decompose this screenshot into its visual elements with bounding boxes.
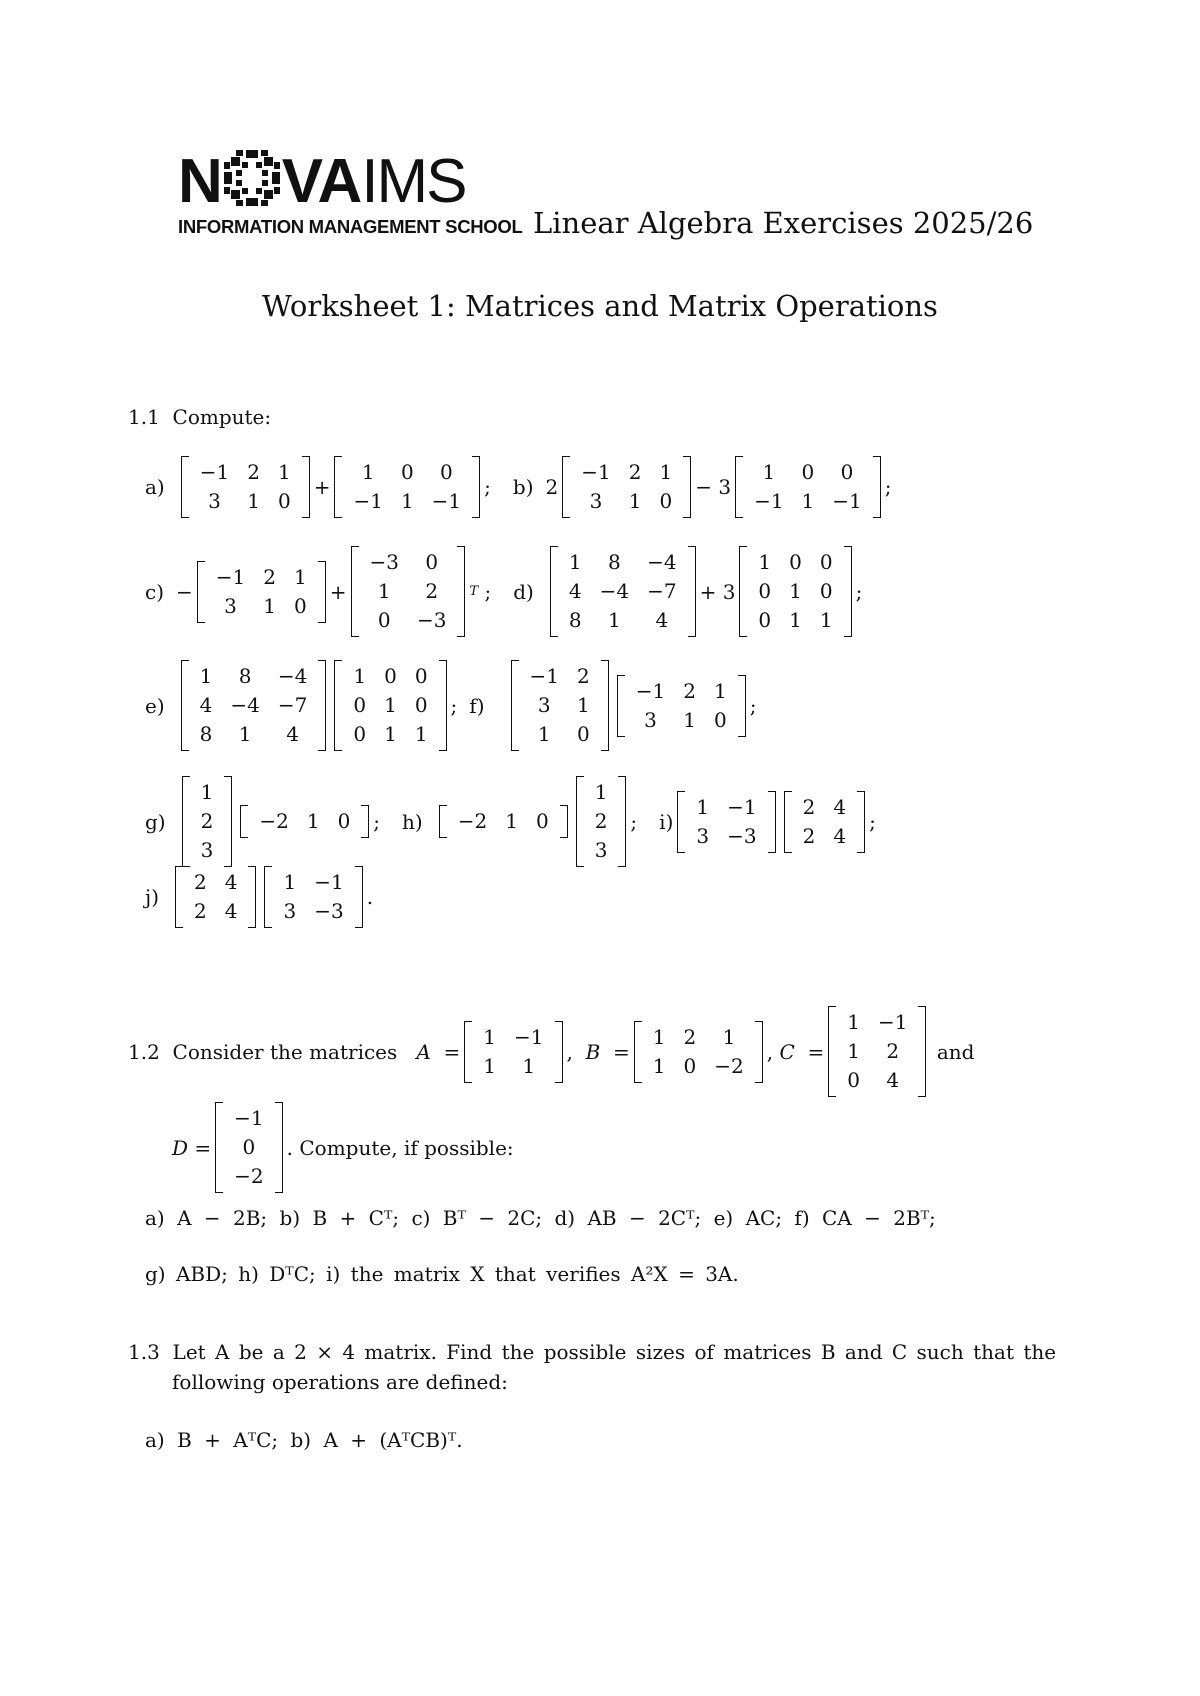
right-bracket (755, 1021, 763, 1083)
matrix-entry: 0 (713, 707, 727, 732)
matrix (439, 805, 568, 838)
left-bracket (562, 456, 570, 518)
matrix (576, 776, 627, 867)
exercise-intro: Consider the matrices (172, 1039, 398, 1064)
right-bracket (844, 546, 852, 637)
exercise-intro: Compute: (172, 405, 272, 429)
label-i: i) (659, 809, 674, 834)
right-bracket (683, 456, 691, 518)
right-bracket (560, 805, 568, 838)
matrix-entry: 1 (568, 550, 582, 574)
matrix-entry: −3 (416, 608, 447, 632)
matrix-entry: −4 (647, 550, 677, 574)
left-bracket (617, 675, 625, 737)
exercise-number: 1.2 (128, 1039, 160, 1064)
matrix-entry: 8 (199, 722, 213, 746)
matrix (240, 805, 369, 838)
matrix (735, 456, 881, 518)
exercise-1-1-heading (128, 405, 271, 429)
right-bracket (439, 660, 447, 751)
left-bracket (264, 866, 272, 928)
matrix-entry: 8 (607, 550, 621, 574)
matrix-entry: −1 (635, 678, 666, 703)
right-bracket (873, 456, 881, 518)
matrix-entries (250, 807, 359, 836)
matrix-entry: 1 (483, 1024, 497, 1049)
exercise-1-3-line1 (128, 1340, 1056, 1364)
right-bracket (738, 675, 746, 737)
matrix-entry: 1 (537, 722, 551, 746)
matrix-entry: 1 (789, 579, 802, 603)
matrix-entry: 8 (568, 608, 582, 632)
matrix-entries (521, 662, 599, 749)
exercise-number: 1.1 (128, 405, 160, 429)
exercise-1-2-line1: 1.2 Consider the matrices A = 1 −1 1 1 , B = 1 2 1 1 0 −2 , C = 1 −1 1 2 0 4 and (128, 1006, 974, 1097)
matrix-c (828, 1006, 926, 1097)
matrix-entry: 1 (652, 1053, 666, 1078)
matrix-entry: 4 (833, 823, 847, 848)
matrix-entries (560, 548, 686, 635)
left-bracket (550, 546, 558, 637)
matrix-entry: 3 (208, 489, 221, 513)
matrix (351, 546, 466, 637)
matrix-entry: 2 (425, 579, 439, 603)
matrix-entry: 1 (483, 1053, 497, 1078)
left-bracket (464, 1021, 472, 1083)
matrix-entry: 1 (505, 809, 518, 833)
matrix-entries (838, 1008, 916, 1095)
left-bracket (677, 791, 685, 853)
matrix-entry: 2 (263, 564, 276, 589)
matrix-entry: 0 (414, 664, 428, 688)
matrix-entries (191, 662, 317, 749)
exercise-1-2-items-2 (145, 1262, 739, 1286)
left-bracket (334, 660, 342, 751)
matrix-entry: 1 (659, 460, 673, 484)
matrix-entry: 4 (286, 722, 299, 746)
label-b: b) (512, 475, 534, 499)
matrix-entries (225, 1104, 272, 1191)
matrix-entry: 1 (277, 460, 291, 484)
matrix-entry: 0 (683, 1053, 697, 1078)
matrix-entry: −1 (314, 870, 344, 894)
matrix-entry: −2 (457, 809, 488, 833)
label-f: f) (469, 693, 485, 718)
exercise-1-3-line2 (172, 1370, 508, 1394)
matrix-entry: 8 (238, 664, 252, 688)
matrix-entries (191, 458, 300, 516)
matrix-entry: 0 (414, 693, 428, 717)
matrix-entry: 0 (577, 722, 590, 746)
matrix-entry: 4 (224, 899, 238, 923)
matrix-entry: 1 (713, 678, 727, 703)
matrix-entries (586, 778, 617, 865)
left-bracket (735, 456, 743, 518)
matrix-entry: 0 (337, 809, 351, 833)
matrix-entry: 2 (886, 1039, 900, 1063)
matrix-entry: 1 (199, 664, 213, 688)
left-bracket (215, 1102, 223, 1193)
matrix-entry: 1 (683, 707, 696, 732)
matrix-entry: 1 (200, 780, 214, 804)
matrix-entry: 3 (644, 707, 657, 732)
exercise-text-1: Let A be a 2 × 4 matrix. Find the possible sizes of matrices B and C such that the (172, 1340, 1057, 1364)
right-bracket (275, 1102, 283, 1193)
matrix-entry: −1 (581, 460, 611, 484)
left-bracket (634, 1021, 642, 1083)
exercise-1-1-line-ab: a) −1 2 1 3 1 0 + 1 0 0 −1 1 −1 ; b) 2 −1 2 1 3 1 0 − 3 1 0 0 −1 1 −1 ; (145, 456, 892, 518)
matrix-entry: 0 (847, 1068, 860, 1092)
matrix-entry: 2 (683, 678, 696, 703)
left-bracket (181, 660, 189, 751)
items-line-2: g) ABD; h) DᵀC; i) the matrix X that verifies A²X = 3A. (145, 1262, 739, 1286)
right-bracket (472, 456, 480, 518)
left-bracket (182, 776, 190, 867)
matrix-entry: 2 (577, 664, 590, 688)
matrix-entry: 1 (801, 489, 815, 513)
compute-text: . Compute, if possible: (286, 1135, 514, 1160)
matrix-entry: 1 (789, 608, 802, 632)
matrix-entry: 4 (655, 608, 669, 632)
matrix-entry: 0 (377, 608, 391, 632)
exercise-1-1-line-j: j) 2 4 2 4 1 −1 3 −3 . (145, 866, 373, 928)
matrix (182, 776, 233, 867)
matrix-entry: 1 (384, 693, 397, 717)
matrix-entry: −1 (199, 460, 230, 484)
exercise-1-2-line2: D = −1 0 −2 . Compute, if possible: (172, 1102, 514, 1193)
matrix-entry: −1 (754, 489, 784, 513)
matrix-entries (344, 662, 436, 749)
matrix (617, 675, 746, 737)
left-bracket (351, 546, 359, 637)
matrix-entry: 1 (607, 608, 621, 632)
matrix-entry: −1 (215, 564, 246, 589)
right-bracket (302, 456, 310, 518)
matrix-entry: 1 (414, 722, 428, 746)
matrix-entries (749, 548, 841, 635)
matrix-entries (644, 1023, 753, 1081)
matrix-entries (794, 793, 855, 851)
matrix-entry: 1 (652, 1024, 666, 1049)
matrix-entry: 0 (789, 550, 802, 574)
matrix-entry: 3 (224, 593, 237, 618)
matrix (197, 561, 326, 623)
logo-ring-icon (222, 148, 282, 208)
matrix-entry: −3 (369, 550, 399, 574)
matrix-entry: 2 (683, 1024, 697, 1049)
matrix-entry: 2 (802, 794, 816, 819)
matrix (784, 791, 865, 853)
left-bracket (739, 546, 747, 637)
matrix-entry: 1 (361, 460, 375, 484)
matrix-entry: −1 (431, 489, 462, 513)
left-bracket (181, 456, 189, 518)
matrix (264, 866, 362, 928)
matrix (562, 456, 691, 518)
matrix (334, 456, 480, 518)
matrix-entry: −1 (353, 489, 383, 513)
logo (178, 147, 466, 216)
matrix-entry: 0 (425, 550, 439, 574)
matrix-entry: 4 (199, 693, 213, 717)
label-c: c) (145, 579, 165, 604)
left-bracket (240, 805, 248, 838)
left-bracket (175, 866, 183, 928)
matrix-entry: −7 (647, 579, 677, 603)
matrix-entry: 1 (294, 564, 307, 589)
exercise-number: 1.3 (128, 1340, 160, 1364)
matrix-entry: 3 (283, 899, 297, 923)
matrix-entry: 2 (200, 809, 214, 833)
matrix-entry: 0 (294, 593, 307, 618)
matrix-entry: 1 (847, 1010, 860, 1034)
left-bracket (828, 1006, 836, 1097)
matrix-entry: 1 (377, 579, 391, 603)
exercise-1-1-line-ef: e) 1 8 −4 4 −4 −7 8 1 4 1 0 0 0 1 0 0 1 1 ; f) −1 2 3 1 1 0 −1 2 1 3 1 0 ; (145, 660, 756, 751)
matrix-entry: 1 (306, 809, 320, 833)
matrix-entry: 2 (802, 823, 816, 848)
matrix-entry: −1 (877, 1010, 908, 1034)
label-g: g) (145, 809, 166, 834)
matrix-entries (361, 548, 456, 635)
matrix-entry: 1 (722, 1024, 736, 1049)
items-line-1: a) A − 2B; b) B + Cᵀ; c) Bᵀ − 2C; d) AB − 2Cᵀ; e) AC; f) CA − 2Bᵀ; (145, 1206, 936, 1230)
matrix-entry: 3 (537, 693, 551, 717)
right-bracket (768, 791, 776, 853)
matrix-entries (687, 793, 765, 851)
right-bracket (355, 866, 363, 928)
matrix-entry: −4 (277, 664, 308, 688)
matrix-entry: 2 (247, 460, 260, 484)
label-a: a) (145, 475, 165, 499)
matrix-entry: 1 (384, 722, 397, 746)
matrix-entry: −1 (529, 664, 559, 688)
logo-letters-ims: IMS (361, 147, 466, 216)
right-bracket (857, 791, 865, 853)
label-d: d) (513, 579, 534, 604)
matrix-entry: −1 (514, 1024, 544, 1049)
matrix-entry: 4 (886, 1068, 900, 1092)
matrix-entries (207, 563, 316, 621)
matrix-b (634, 1021, 763, 1083)
matrix (677, 791, 775, 853)
matrix-entry: 3 (200, 838, 214, 862)
exercise-1-1-line-cd: c) − −1 2 1 3 1 0 + −3 0 1 2 0 −3 T ; d) 1 8 −4 4 −4 −7 8 1 4 + 3 1 0 0 0 1 0 0 1 1 ; (145, 546, 862, 637)
matrix-entry: 3 (594, 838, 608, 862)
matrix-entry: −2 (234, 1164, 264, 1188)
and-text: and (936, 1039, 975, 1064)
exercise-text-2: following operations are defined: (172, 1370, 508, 1394)
label-e: e) (145, 693, 165, 718)
matrix-entry: −3 (727, 823, 757, 848)
matrix-entry: −4 (599, 579, 630, 603)
matrix-entry: 4 (224, 870, 238, 894)
matrix-entry: 0 (353, 722, 367, 746)
matrix-entry: 0 (819, 550, 833, 574)
matrix (175, 866, 256, 928)
right-bracket (601, 660, 609, 751)
matrix-entry: 1 (353, 664, 367, 688)
matrix-entry: 1 (238, 722, 252, 746)
worksheet-title: Worksheet 1: Matrices and Matrix Operations (262, 289, 938, 323)
right-bracket (457, 546, 465, 637)
matrix-entry: 0 (353, 693, 367, 717)
matrix-entry: 0 (277, 489, 291, 513)
matrix-entry: 0 (400, 460, 414, 484)
items-line: a) B + AᵀC; b) A + (AᵀCB)ᵀ. (145, 1428, 463, 1452)
matrix (334, 660, 446, 751)
label-j: j) (145, 885, 160, 909)
matrix-entry: 0 (384, 664, 397, 688)
logo-subtitle: INFORMATION MANAGEMENT SCHOOL (178, 216, 523, 237)
right-bracket (361, 805, 369, 838)
matrix-entry: −1 (727, 794, 757, 819)
matrix (181, 456, 310, 518)
matrix-entry: 1 (594, 780, 608, 804)
scalar: 3 (722, 579, 736, 604)
matrix-entry: 2 (194, 899, 207, 923)
matrix-d (215, 1102, 282, 1193)
matrix-entry: 4 (568, 579, 582, 603)
right-bracket (318, 561, 326, 623)
matrix-entry: 1 (400, 489, 414, 513)
logo-letters-va: VA (281, 147, 362, 216)
matrix-entry: 4 (833, 794, 847, 819)
matrix (739, 546, 851, 637)
left-bracket (334, 456, 342, 518)
exercise-1-3-items (145, 1428, 463, 1452)
matrix-entry: 1 (247, 489, 260, 513)
left-bracket (784, 791, 792, 853)
matrix-entry: 2 (594, 809, 608, 833)
matrix-entry: 0 (440, 460, 453, 484)
matrix-entries (185, 868, 246, 926)
left-bracket (439, 805, 447, 838)
matrix (550, 546, 696, 637)
matrix-entry: 1 (263, 593, 276, 618)
course-title: Linear Algebra Exercises 2025/26 (533, 206, 1034, 240)
exercise-1-2-items-1 (145, 1206, 936, 1230)
matrix-entry: 0 (659, 489, 673, 513)
right-bracket (918, 1006, 926, 1097)
matrix-entry: 0 (819, 579, 833, 603)
matrix-entry: 1 (522, 1053, 536, 1078)
matrix-entry: 1 (762, 460, 776, 484)
right-bracket (688, 546, 696, 637)
label-h: h) (402, 809, 423, 834)
matrix-entry: 3 (696, 823, 710, 848)
matrix-entries (192, 778, 223, 865)
matrix-entry: 0 (840, 460, 854, 484)
matrix-entry: −2 (259, 809, 289, 833)
matrix-entry: −2 (714, 1053, 744, 1078)
matrix-entry: −4 (230, 693, 260, 717)
matrix-entry: 1 (758, 550, 772, 574)
matrix-entry: 0 (535, 809, 549, 833)
matrix-entry: 1 (628, 489, 642, 513)
matrix-entry: 1 (577, 693, 590, 717)
matrix-entries (745, 458, 871, 516)
matrix-entry: 1 (696, 794, 710, 819)
scalar: 3 (718, 475, 732, 499)
matrix-entry: −1 (832, 489, 862, 513)
left-bracket (511, 660, 519, 751)
logo-letter-n: N (178, 147, 222, 216)
matrix-entry: 1 (283, 870, 297, 894)
matrix-entry: 2 (194, 870, 207, 894)
matrix-a (464, 1021, 562, 1083)
matrix-entry: −3 (314, 899, 344, 923)
matrix-entry: 1 (847, 1039, 860, 1063)
right-bracket (318, 660, 326, 751)
matrix-entries (344, 458, 470, 516)
exercise-1-1-line-ghi: g) 1 2 3 −2 1 0 ; h) −2 1 0 1 2 3 ; i) 1 −1 3 −3 2 4 2 4 ; (145, 776, 876, 867)
right-bracket (555, 1021, 563, 1083)
matrix (511, 660, 609, 751)
matrix-entries (627, 677, 736, 735)
matrix-entry: 2 (628, 460, 642, 484)
matrix-entries (474, 1023, 552, 1081)
matrix-entries (449, 807, 558, 836)
scalar: 2 (545, 475, 559, 499)
matrix-entry: 0 (758, 579, 772, 603)
matrix-entry: 0 (242, 1135, 256, 1159)
matrix-entries (572, 458, 681, 516)
matrix-entry: 3 (589, 489, 603, 513)
matrix (181, 660, 327, 751)
left-bracket (197, 561, 205, 623)
right-bracket (618, 776, 626, 867)
matrix-entry: −1 (234, 1106, 264, 1130)
matrix-entry: 1 (819, 608, 833, 632)
right-bracket (248, 866, 256, 928)
left-bracket (576, 776, 584, 867)
matrix-entry: 0 (801, 460, 815, 484)
matrix-entry: 0 (758, 608, 772, 632)
matrix-entries (274, 868, 352, 926)
right-bracket (224, 776, 232, 867)
matrix-entry: −7 (277, 693, 308, 717)
